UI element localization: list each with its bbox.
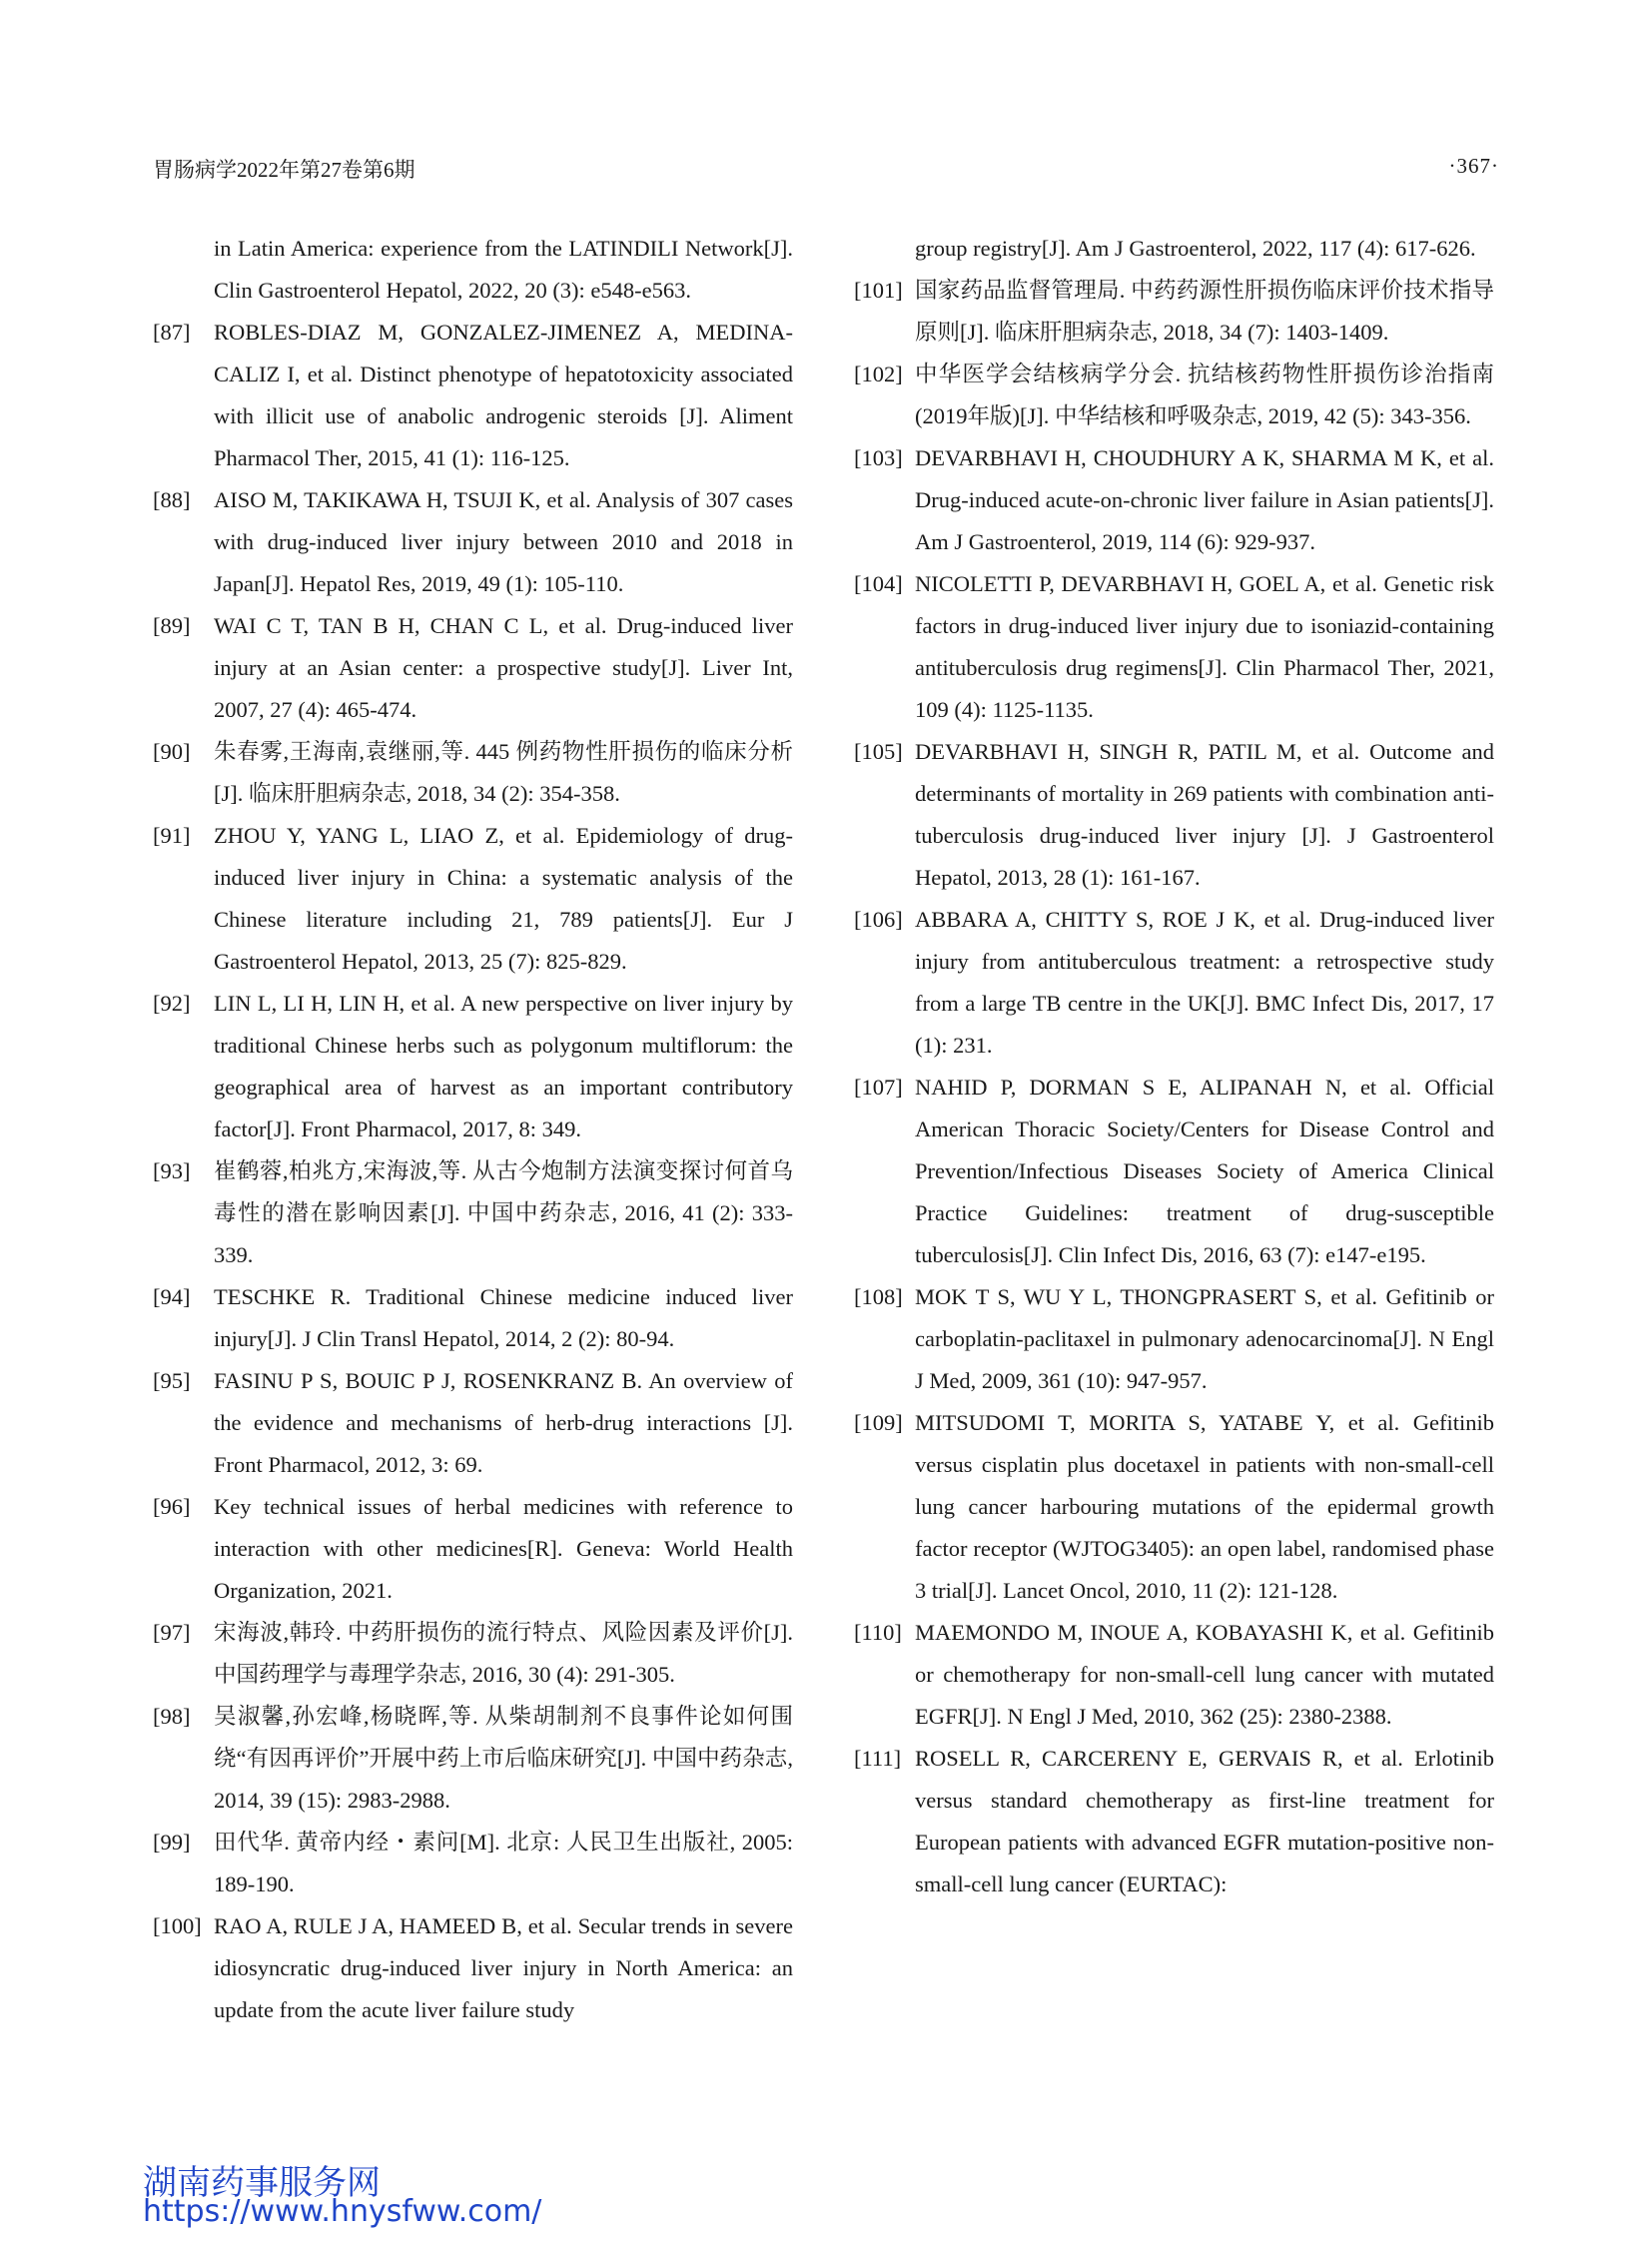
reference-text: DEVARBHAVI H, SINGH R, PATIL M, et al. Outcome and determinants of mortality in 269 patients with combination anti-tuberculosis drug-induced liver injury [J]. J Gastroenterol Hepatol, 2013, 28 (1): 161-167. (915, 739, 1494, 890)
reference-text: WAI C T, TAN B H, CHAN C L, et al. Drug-induced liver injury at an Asian center: a prospective study[J]. Liver Int, 2007, 27 (4): 465-474. (214, 613, 793, 722)
reference-number: [94] (153, 1284, 191, 1309)
reference-text: NAHID P, DORMAN S E, ALIPANAH N, et al. Official American Thoracic Society/Centers for Disease Control and Prevention/Infectious Diseases Society of America Clinical Practice Guidelines: treatment of drug-susceptible tuberculosis[J]. Clin Infect Dis, 2016, 63 (7): e147-e195. (915, 1075, 1494, 1267)
reference-text: MOK T S, WU Y L, THONGPRASERT S, et al. Gefitinib or carboplatin-paclitaxel in pulmonary adenocarcinoma[J]. N Engl J Med, 2009, 361 (10): 947-957. (915, 1284, 1494, 1393)
reference-text: 宋海波,韩玲. 中药肝损伤的流行特点、风险因素及评价[J]. 中国药理学与毒理学杂志, 2016, 30 (4): 291-305. (214, 1620, 793, 1687)
reference-text: NICOLETTI P, DEVARBHAVI H, GOEL A, et al. Genetic risk factors in drug-induced liver injury due to isoniazid-containing antituberculosis drug regimens[J]. Clin Pharmacol Ther, 2021, 109 (4): 1125-1135. (915, 571, 1494, 722)
reference-number: [106] (854, 907, 903, 932)
reference-number: [99] (153, 1830, 191, 1855)
reference-number: [89] (153, 613, 191, 638)
reference-number: [105] (854, 739, 903, 764)
reference-text: TESCHKE R. Traditional Chinese medicine induced liver injury[J]. J Clin Transl Hepatol, 2014, 2 (2): 80-94. (214, 1284, 793, 1351)
reference-109 (854, 1402, 1494, 1612)
reference-97 (153, 1612, 793, 1696)
reference-number: [92] (153, 991, 191, 1016)
reference-text: DEVARBHAVI H, CHOUDHURY A K, SHARMA M K, et al. Drug-induced acute-on-chronic liver failure in Asian patients[J]. Am J Gastroenterol, 2019, 114 (6): 929-937. (915, 445, 1494, 554)
reference-number: [101] (854, 278, 903, 303)
right-column (854, 228, 1494, 1905)
reference-110 (854, 1612, 1494, 1738)
reference-text: 吴淑馨,孙宏峰,杨晓晖,等. 从柴胡制剂不良事件论如何围绕“有因再评价”开展中药上市后临床研究[J]. 中国中药杂志, 2014, 39 (15): 2983-2988. (214, 1704, 793, 1813)
page-number: ·367· (1448, 154, 1499, 178)
reference-text: ROBLES-DIAZ M, GONZALEZ-JIMENEZ A, MEDINA-CALIZ I, et al. Distinct phenotype of hepatotoxicity associated with illicit use of anabolic androgenic steroids [J]. Aliment Pharmacol Ther, 2015, 41 (1): 116-125. (214, 320, 793, 470)
reference-91 (153, 815, 793, 983)
watermark-url[interactable]: https://www.hnysfww.com/ (143, 2194, 542, 2229)
reference-text: RAO A, RULE J A, HAMEED B, et al. Secular trends in severe idiosyncratic drug-induced liver injury in North America: an update from the acute liver failure study (214, 1913, 793, 2022)
reference-text: Key technical issues of herbal medicines with reference to interaction with other medicines[R]. Geneva: World Health Organization, 2021. (214, 1494, 793, 1603)
reference-90 (153, 731, 793, 815)
reference-87 (153, 312, 793, 479)
reference-number: [109] (854, 1410, 903, 1435)
reference-continuation: in Latin America: experience from the LATINDILI Network[J]. Clin Gastroenterol Hepatol, 2022, 20 (3): e548-e563. (214, 236, 793, 303)
reference-text: ABBARA A, CHITTY S, ROE J K, et al. Drug-induced liver injury from antituberculous treatment: a retrospective study from a large TB centre in the UK[J]. BMC Infect Dis, 2017, 17 (1): 231. (915, 907, 1494, 1058)
reference-111 (854, 1738, 1494, 1905)
reference-number: [100] (153, 1913, 202, 1938)
reference-93 (153, 1150, 793, 1276)
reference-text: AISO M, TAKIKAWA H, TSUJI K, et al. Analysis of 307 cases with drug-induced liver injury between 2010 and 2018 in Japan[J]. Hepatol Res, 2019, 49 (1): 105-110. (214, 487, 793, 596)
running-header (153, 154, 1499, 188)
reference-108 (854, 1276, 1494, 1402)
reference-98 (153, 1696, 793, 1822)
reference-number: [91] (153, 823, 191, 848)
reference-text: FASINU P S, BOUIC P J, ROSENKRANZ B. An overview of the evidence and mechanisms of herb-drug interactions [J]. Front Pharmacol, 2012, 3: 69. (214, 1368, 793, 1477)
reference-number: [95] (153, 1368, 191, 1393)
watermark-site-name: 湖南药事服务网 (143, 2163, 381, 2203)
reference-88 (153, 479, 793, 605)
reference-number: [110] (854, 1620, 902, 1645)
reference-96 (153, 1486, 793, 1612)
reference-95 (153, 1360, 793, 1486)
reference-text: MAEMONDO M, INOUE A, KOBAYASHI K, et al. Gefitinib or chemotherapy for non-small-cell lung cancer with mutated EGFR[J]. N Engl J Med, 2010, 362 (25): 2380-2388. (915, 1620, 1494, 1729)
reference-text: ZHOU Y, YANG L, LIAO Z, et al. Epidemiology of drug-induced liver injury in China: a systematic analysis of the Chinese literature including 21, 789 patients[J]. Eur J Gastroenterol Hepatol, 2013, 25 (7): 825-829. (214, 823, 793, 974)
reference-text: 中华医学会结核病学分会. 抗结核药物性肝损伤诊治指南(2019年版)[J]. 中华结核和呼吸杂志, 2019, 42 (5): 343-356. (915, 362, 1494, 428)
reference-103 (854, 437, 1494, 563)
reference-number: [90] (153, 739, 191, 764)
reference-text: MITSUDOMI T, MORITA S, YATABE Y, et al. Gefitinib versus cisplatin plus docetaxel in patients with non-small-cell lung cancer harbouring mutations of the epidermal growth factor receptor (WJTOG3405): an open label, randomised phase 3 trial[J]. Lancet Oncol, 2010, 11 (2): 121-128. (915, 1410, 1494, 1603)
reference-101 (854, 270, 1494, 354)
reference-99 (153, 1822, 793, 1905)
reference-number: [93] (153, 1158, 191, 1183)
reference-text: 崔鹤蓉,柏兆方,宋海波,等. 从古今炮制方法演变探讨何首乌毒性的潜在影响因素[J]. 中国中药杂志, 2016, 41 (2): 333-339. (214, 1158, 793, 1267)
reference-106 (854, 899, 1494, 1067)
reference-number: [87] (153, 320, 191, 345)
reference-number: [107] (854, 1075, 903, 1100)
reference-number: [111] (854, 1746, 902, 1771)
reference-102 (854, 354, 1494, 437)
reference-105 (854, 731, 1494, 899)
reference-number: [88] (153, 487, 191, 512)
reference-100 (153, 1905, 793, 2031)
reference-text: 朱春雾,王海南,袁继丽,等. 445 例药物性肝损伤的临床分析[J]. 临床肝胆病杂志, 2018, 34 (2): 354-358. (214, 739, 793, 806)
reference-text: 田代华. 黄帝内经・素问[M]. 北京: 人民卫生出版社, 2005: 189-190. (214, 1830, 793, 1896)
journal-issue: 胃肠病学2022年第27卷第6期 (153, 158, 415, 182)
reference-number: [97] (153, 1620, 191, 1645)
reference-number: [104] (854, 571, 903, 596)
reference-continuation: group registry[J]. Am J Gastroenterol, 2022, 117 (4): 617-626. (915, 236, 1476, 261)
reference-94 (153, 1276, 793, 1360)
reference-92 (153, 983, 793, 1150)
reference-number: [102] (854, 362, 903, 386)
reference-107 (854, 1067, 1494, 1276)
left-column (153, 228, 793, 2031)
reference-104 (854, 563, 1494, 731)
reference-number: [108] (854, 1284, 903, 1309)
reference-number: [98] (153, 1704, 191, 1729)
reference-number: [96] (153, 1494, 191, 1519)
reference-89 (153, 605, 793, 731)
reference-text: 国家药品监督管理局. 中药药源性肝损伤临床评价技术指导原则[J]. 临床肝胆病杂志, 2018, 34 (7): 1403-1409. (915, 278, 1494, 345)
reference-text: LIN L, LI H, LIN H, et al. A new perspective on liver injury by traditional Chinese herbs such as polygonum multiflorum: the geographical area of harvest as an important contributory factor[J]. Front Pharmacol, 2017, 8: 349. (214, 991, 793, 1141)
reference-text: ROSELL R, CARCERENY E, GERVAIS R, et al. Erlotinib versus standard chemotherapy as first-line treatment for European patients with advanced EGFR mutation-positive non-small-cell lung cancer (EURTAC): (915, 1746, 1494, 1896)
reference-number: [103] (854, 445, 903, 470)
